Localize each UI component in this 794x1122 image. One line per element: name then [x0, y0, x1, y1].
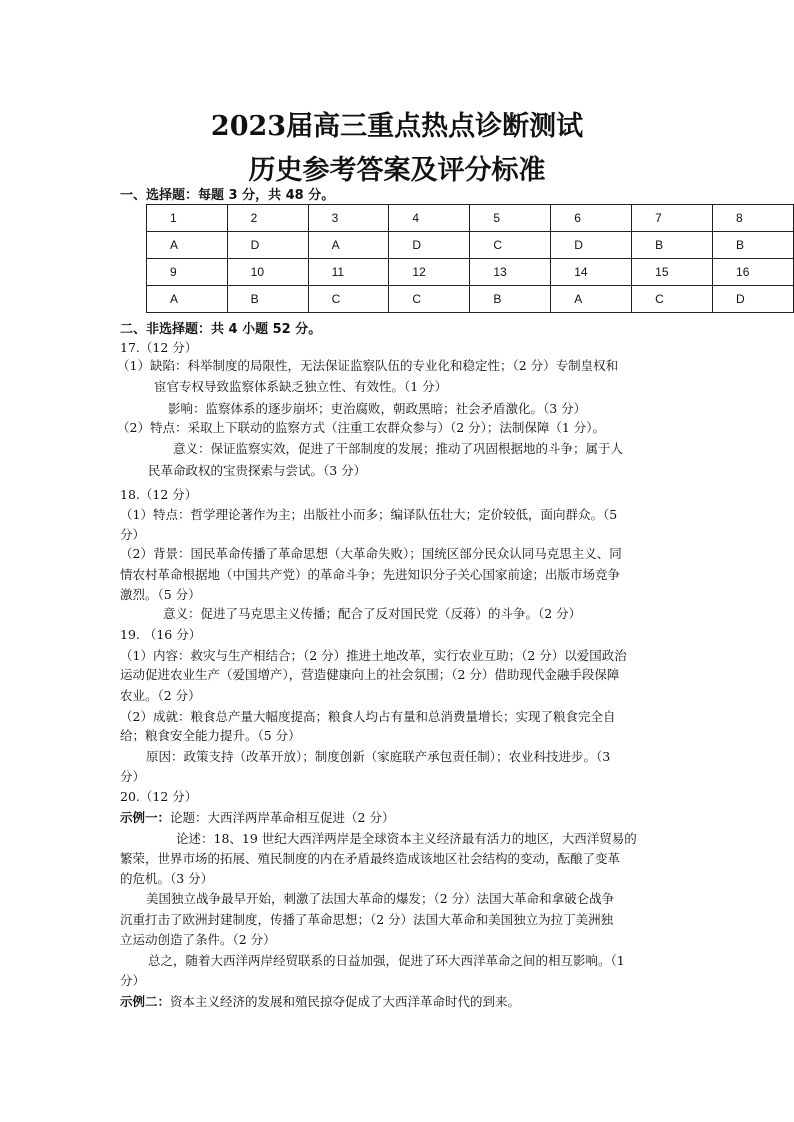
answer-table-cell: 3 — [308, 205, 389, 232]
answer-table-cell: C — [632, 286, 713, 313]
q18-line: （1）特点：哲学理论著作为主；出版社小而多；编译队伍壮大；定价较低，面向群众。（5 — [120, 507, 618, 522]
section-multiple-choice-heading: 一、选择题：每题 3 分，共 48 分。 — [120, 188, 335, 203]
q18-line: 情农村革命根据地（中国共产党）的革命斗争；先进知识分子关心国家前途；出版市场竞争 — [120, 567, 621, 582]
answer-table-cell: 15 — [632, 259, 713, 286]
q20-line: 论题：大西洋两岸革命相互促进（2 分） — [170, 810, 395, 825]
answer-table-cell: B — [227, 286, 308, 313]
q19-line: 分） — [120, 769, 146, 784]
answer-table-cell: A — [147, 286, 228, 313]
q17-line: 意义：保证监察实效，促进了干部制度的发展；推动了巩固根据地的斗争；属于人 — [173, 441, 624, 456]
q18-line: 激烈。（5 分） — [120, 587, 201, 602]
answer-table-cell: 9 — [147, 259, 228, 286]
q17-line: 影响：监察体系的逐步崩坏；吏治腐败，朝政黑暗；社会矛盾激化。（3 分） — [168, 401, 587, 416]
example1-label: 示例一： — [120, 810, 171, 825]
answer-table-cell: 6 — [551, 205, 632, 232]
answer-table-cell: D — [227, 232, 308, 259]
answer-table-cell: 16 — [713, 259, 794, 286]
q19-line: 原因：政策支持（改革开放）；制度创新（家庭联产承包责任制）；农业科技进步。（3 — [146, 749, 611, 764]
answer-table-cell: 14 — [551, 259, 632, 286]
q20-line: 立运动创造了条件。（2 分） — [120, 932, 276, 947]
answer-table-answer-row — [147, 286, 794, 313]
answer-table-cell: D — [551, 232, 632, 259]
q19-line: （2）成就：粮食总产量大幅度提高；粮食人均占有量和总消费量增长；实现了粮食完全自 — [120, 709, 616, 724]
q18-line: （2）背景：国民革命传播了革命思想（大革命失败）；国统区部分民众认同马克思主义、同 — [120, 546, 622, 561]
q17-line: 民革命政权的宝贵探索与尝试。（3 分） — [148, 463, 367, 478]
q18-heading: 18.（12 分） — [120, 487, 198, 502]
answer-table-cell: 13 — [470, 259, 551, 286]
answer-table-cell: 10 — [227, 259, 308, 286]
answer-table-cell: 8 — [713, 205, 794, 232]
answer-table-cell: B — [713, 232, 794, 259]
example2-label: 示例二： — [120, 994, 171, 1009]
answer-table — [146, 204, 794, 313]
answer-table-cell: B — [632, 232, 713, 259]
answer-table-cell: B — [470, 286, 551, 313]
answer-table-cell: D — [389, 232, 470, 259]
q20-line: 沉重打击了欧洲封建制度，传播了革命思想；（2 分）法国大革命和美国独立为拉丁美洲独 — [120, 912, 614, 927]
q20-line: 分） — [120, 973, 146, 988]
answer-table-cell: 7 — [632, 205, 713, 232]
page-title: 2023届高三重点热点诊断测试 — [210, 111, 584, 142]
answer-table-cell: 5 — [470, 205, 551, 232]
q20-line: 论述：18、19 世纪大西洋两岸是全球资本主义经济最有活力的地区，大西洋贸易的 — [176, 831, 637, 846]
q17-line: （1）缺陷：科举制度的局限性，无法保证监察队伍的专业化和稳定性；（2 分）专制皇权和 — [117, 358, 619, 373]
q18-line: 意义：促进了马克思主义传播；配合了反对国民党（反蒋）的斗争。（2 分） — [163, 606, 582, 621]
answer-table-cell: 1 — [147, 205, 228, 232]
q20-line: 总之，随着大西洋两岸经贸联系的日益加强，促进了环大西洋革命之间的相互影响。（1 — [148, 953, 625, 968]
q19-line: 给；粮食安全能力提升。（5 分） — [120, 728, 301, 743]
q20-example1 — [120, 810, 394, 826]
answer-table-cell: 12 — [389, 259, 470, 286]
answer-table-cell: A — [308, 232, 389, 259]
answer-table-cell: C — [470, 232, 551, 259]
q19-line: 运动促进农业生产（爱国增产），营造健康向上的社会氛围；（2 分）借助现代金融手段保障 — [120, 667, 620, 682]
q20-heading: 20.（12 分） — [120, 789, 198, 804]
q20-line: 资本主义经济的发展和殖民掠夺促成了大西洋革命时代的到来。 — [170, 994, 521, 1009]
q17-heading: 17.（12 分） — [120, 340, 198, 355]
q18-line: 分） — [120, 527, 146, 542]
answer-table-cell: A — [551, 286, 632, 313]
answer-table-cell: C — [389, 286, 470, 313]
answer-table-cell: C — [308, 286, 389, 313]
section-essay-heading: 二、非选择题：共 4 小题 52 分。 — [120, 322, 322, 337]
q17-line: 宦官专权导致监察体系缺乏独立性、有效性。（1 分） — [154, 379, 448, 394]
q20-line: 繁荣，世界市场的拓展、殖民制度的内在矛盾最终造成该地区社会结构的变动，酝酿了变革 — [120, 851, 621, 866]
q19-heading: 19. （16 分） — [120, 627, 202, 642]
q20-example2 — [120, 994, 520, 1010]
q20-line: 美国独立战争最早开始，刺激了法国大革命的爆发；（2 分）法国大革命和拿破仑战争 — [146, 891, 615, 906]
answer-table-cell: 4 — [389, 205, 470, 232]
answer-table-cell: 2 — [227, 205, 308, 232]
answer-table-cell: A — [147, 232, 228, 259]
q19-line: （1）内容：救灾与生产相结合；（2 分）推进土地改革，实行农业互助；（2 分）以爱国政治 — [120, 648, 627, 663]
answer-table-number-row — [147, 205, 794, 232]
answer-table-cell: D — [713, 286, 794, 313]
q19-line: 农业。（2 分） — [120, 688, 201, 703]
q17-line: （2）特点：采取上下联动的监察方式（注重工农群众参与）（2 分）；法制保障（1 分）。 — [117, 420, 606, 435]
answer-table-cell: 11 — [308, 259, 389, 286]
answer-table-number-row — [147, 259, 794, 286]
page-subtitle: 历史参考答案及评分标准 — [248, 155, 546, 186]
answer-table-answer-row — [147, 232, 794, 259]
q20-line: 的危机。（3 分） — [120, 871, 214, 886]
